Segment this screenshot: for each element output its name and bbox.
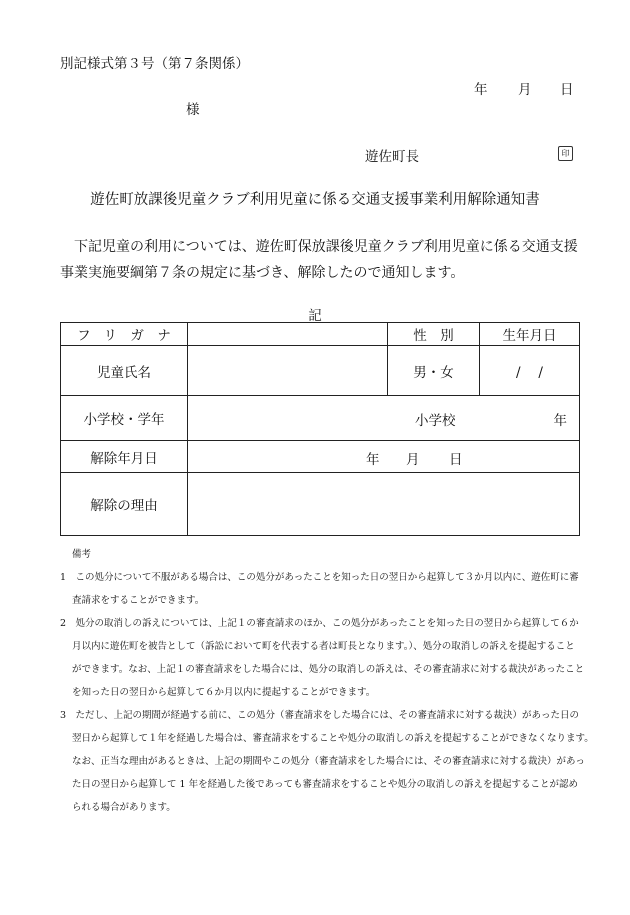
cancel-year: 年: [366, 452, 380, 468]
form-number: 別記様式第３号（第７条関係）: [60, 56, 249, 72]
cancel-date-field[interactable]: [188, 441, 580, 473]
birth-date-label: 生年月日: [480, 323, 580, 346]
table-row: [61, 441, 580, 473]
birth-date-value[interactable]: / /: [480, 346, 580, 396]
date-day: 日: [560, 82, 574, 98]
note-line: 2 処分の取消しの訴えについては、上記１の審査請求のほか、この処分があったことを知った日の翌日から起算して６か: [60, 618, 579, 629]
date-month: 月: [518, 82, 532, 98]
reason-field[interactable]: [188, 473, 580, 536]
body-line: 事業実施要綱第７条の規定に基づき、解除したので通知します。: [60, 265, 465, 281]
issuer-name: 遊佐町長: [365, 149, 419, 165]
note-line: られる場合があります。: [72, 802, 176, 813]
furigana-label: フリガナ: [61, 323, 188, 346]
body-line: 下記児童の利用については、遊佐町保放課後児童クラブ利用児童に係る交通支援: [60, 239, 578, 255]
notes-section: [60, 543, 594, 819]
table-row: [61, 323, 580, 346]
note-line: 月以内に遊佐町を被告として（訴訟において町を代表する者は町長となります。）、処分の取消しの訴えを提起すること: [72, 641, 575, 652]
note-line: を知った日の翌日から起算して６か月以内に提起することができます。: [72, 687, 376, 698]
document-title: 遊佐町放課後児童クラブ利用児童に係る交通支援事業利用解除通知書: [90, 192, 540, 208]
table-row: [61, 346, 580, 396]
child-name-label: 児童氏名: [61, 346, 188, 396]
gender-value[interactable]: 男・女: [388, 346, 480, 396]
gender-label: 性 別: [388, 323, 480, 346]
cancel-month: 月: [406, 452, 420, 468]
addressee-suffix: 様: [186, 102, 200, 118]
notes-header: 備考: [72, 549, 92, 560]
note-line: 1 この処分について不服がある場合は、この処分があったことを知った日の翌日から起算して３か月以内に、遊佐町に審: [60, 572, 579, 583]
note-line: ができます。なお、上記１の審査請求をした場合には、処分の取消しの訴えは、その審査請求に対する裁決があったこと: [72, 664, 585, 675]
note-line: た日の翌日から起算して 1 年を経過した後であっても審査請求をすることや処分の取消しの訴えを提起することが認め: [72, 779, 578, 790]
ki-marker: 記: [308, 308, 322, 324]
note-line: 査請求をすることができます。: [72, 595, 205, 606]
cancel-date-label: 解除年月日: [61, 441, 188, 473]
note-line: 翌日から起算して１年を経過した場合は、審査請求をすることや処分の取消しの訴えを提起することができなくなります。: [72, 733, 594, 744]
table-row: [61, 473, 580, 536]
child-name-field[interactable]: [188, 346, 388, 396]
school-suffix: 小学校: [415, 413, 456, 429]
note-line: 3 ただし、上記の期間が経過する前に、この処分（審査請求をした場合には、その審査請求に対する裁決）があった日の: [60, 710, 579, 721]
school-grade-label: 小学校・学年: [61, 396, 188, 441]
school-grade-field[interactable]: [188, 396, 580, 441]
note-line: なお、正当な理由があるときは、上記の期間やこの処分（審査請求をした場合には、その審査請求に対する裁決）があっ: [72, 756, 585, 767]
table-row: [61, 396, 580, 441]
furigana-field[interactable]: [188, 323, 388, 346]
reason-label: 解除の理由: [61, 473, 188, 536]
cancel-day: 日: [449, 452, 463, 468]
details-table: [60, 322, 580, 536]
date-year: 年: [474, 82, 488, 98]
seal-mark: 印: [558, 146, 573, 161]
grade-suffix: 年: [553, 413, 567, 429]
body-text: [60, 234, 580, 286]
